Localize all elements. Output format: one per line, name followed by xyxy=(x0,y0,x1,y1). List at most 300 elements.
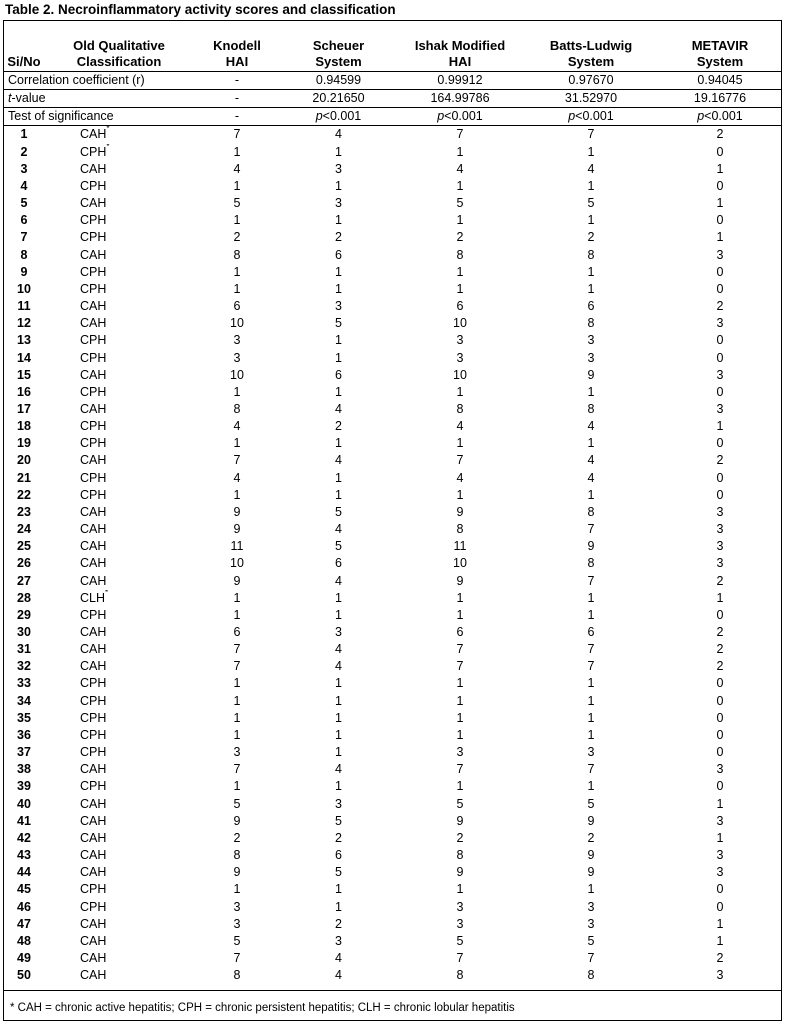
table-row xyxy=(4,161,781,178)
table-row xyxy=(4,796,781,813)
score-cell: 5 xyxy=(587,196,595,211)
table-footnote: * CAH = chronic active hepatitis; CPH = chronic persistent hepatitis; CLH = chronic lobular hepatitis xyxy=(10,1002,515,1014)
score-cell: 2 xyxy=(233,830,241,845)
classification-label: CAH xyxy=(80,247,107,262)
score-cell: 5 xyxy=(335,504,342,519)
p-symbol: p xyxy=(568,109,576,124)
score-cell: 0 xyxy=(716,607,724,622)
score-cell: 3 xyxy=(716,316,724,331)
row-number: 39 xyxy=(17,779,31,794)
score-cell: 5 xyxy=(335,316,342,331)
row-classification xyxy=(44,264,194,281)
table-row xyxy=(4,538,781,555)
score-cell: 3 xyxy=(587,916,595,931)
score-cell: 1 xyxy=(456,607,464,622)
header-old-classification xyxy=(44,21,194,72)
score-cell: 7 xyxy=(587,950,595,965)
score-cell: 4 xyxy=(587,453,595,468)
table-row xyxy=(4,401,781,418)
score-cell: 1 xyxy=(716,590,724,605)
row-classification xyxy=(44,624,194,641)
row-classification xyxy=(44,813,194,830)
score-cell: 4 xyxy=(335,127,342,142)
header-line2: HAI xyxy=(225,53,249,69)
score-cell: 3 xyxy=(233,333,241,348)
score-cell: 3 xyxy=(233,899,241,914)
row-classification xyxy=(44,161,194,178)
score-cell: 1 xyxy=(587,281,595,296)
score-cell: 1 xyxy=(716,161,724,176)
score-cell: 7 xyxy=(233,659,241,674)
stat-value: p<0.001 xyxy=(397,108,523,126)
row-classification xyxy=(44,607,194,624)
score-cell: 1 xyxy=(587,727,595,742)
score-cell: 1 xyxy=(335,693,342,708)
score-cell: 5 xyxy=(233,933,241,948)
score-cell: 7 xyxy=(456,659,464,674)
score-cell: 1 xyxy=(587,882,595,897)
header-ishak xyxy=(397,21,523,72)
table-row xyxy=(4,229,781,246)
score-cell: 3 xyxy=(716,762,724,777)
score-cell: 1 xyxy=(456,693,464,708)
score-cell: 7 xyxy=(587,762,595,777)
score-cell: 0 xyxy=(716,470,724,485)
p-symbol: p xyxy=(697,109,705,124)
score-cell: 1 xyxy=(335,727,342,742)
row-number: 41 xyxy=(17,813,31,828)
table-row xyxy=(4,281,781,298)
score-cell: 11 xyxy=(230,539,244,554)
classification-label: CAH xyxy=(80,968,107,983)
row-classification xyxy=(44,727,194,744)
stat-label: Test of significance xyxy=(4,108,194,126)
score-cell: 4 xyxy=(233,419,241,434)
score-cell: 1 xyxy=(335,745,342,760)
score-cell: 1 xyxy=(335,590,342,605)
score-cell: 1 xyxy=(716,419,724,434)
score-cell: 3 xyxy=(456,333,464,348)
table-row xyxy=(4,967,781,991)
score-cell: 3 xyxy=(456,899,464,914)
row-classification xyxy=(44,212,194,229)
classification-label: CPH xyxy=(80,384,107,399)
table-row xyxy=(4,830,781,847)
score-cell: 0 xyxy=(716,745,724,760)
score-cell: 0 xyxy=(716,693,724,708)
score-cell: 1 xyxy=(456,710,464,725)
table-row xyxy=(4,675,781,692)
score-cell: 6 xyxy=(335,556,342,571)
score-cell: 0 xyxy=(716,264,724,279)
score-cell: 3 xyxy=(587,350,595,365)
classification-label: CPH xyxy=(80,676,107,691)
score-cell: 1 xyxy=(587,676,595,691)
stat-value: 19.16776 xyxy=(659,90,781,108)
row-classification xyxy=(44,538,194,555)
row-classification xyxy=(44,744,194,761)
score-cell: 1 xyxy=(233,882,241,897)
row-classification xyxy=(44,693,194,710)
score-cell: 7 xyxy=(456,950,464,965)
score-cell: 2 xyxy=(716,625,724,639)
score-cell: 1 xyxy=(335,384,342,399)
score-cell: 11 xyxy=(453,539,467,554)
score-cell: 3 xyxy=(716,522,724,537)
score-cell: 3 xyxy=(716,813,724,828)
table-row xyxy=(4,126,781,144)
row-number: 30 xyxy=(17,625,31,639)
score-cell: 1 xyxy=(456,882,464,897)
score-cell: 10 xyxy=(230,316,244,331)
row-number: 31 xyxy=(17,642,31,657)
row-classification xyxy=(44,384,194,401)
row-number: 35 xyxy=(17,710,31,725)
classification-label: CPH xyxy=(80,419,107,434)
row-classification xyxy=(44,418,194,435)
table-row xyxy=(4,864,781,881)
table-row xyxy=(4,693,781,710)
header-knodell xyxy=(194,21,280,72)
score-cell: 1 xyxy=(233,487,241,502)
row-number: 24 xyxy=(17,522,31,537)
score-cell: 1 xyxy=(716,796,724,811)
table-row xyxy=(4,573,781,590)
score-cell: 1 xyxy=(456,178,464,193)
score-cell: 9 xyxy=(233,865,241,880)
row-classification xyxy=(44,126,194,144)
row-number: 38 xyxy=(17,762,31,777)
header-line2: HAI xyxy=(448,53,472,69)
row-number: 11 xyxy=(17,299,31,314)
header-sino xyxy=(4,21,44,72)
row-classification xyxy=(44,916,194,933)
table-row xyxy=(4,899,781,916)
score-cell: 0 xyxy=(716,178,724,193)
score-cell: 9 xyxy=(456,813,464,828)
score-cell: 1 xyxy=(233,590,241,605)
score-cell: 9 xyxy=(587,539,595,554)
classification-label: CAH xyxy=(80,453,107,468)
table-row xyxy=(4,641,781,658)
classification-label: CAH xyxy=(80,367,107,382)
header-sino-line1: Si/No xyxy=(7,53,41,69)
score-cell: 4 xyxy=(456,161,464,176)
score-cell: 1 xyxy=(335,899,342,914)
row-number: 5 xyxy=(20,196,28,211)
classification-label: CAH xyxy=(80,401,107,416)
row-classification xyxy=(44,229,194,246)
score-cell: 9 xyxy=(587,848,595,863)
stat-row-correlation xyxy=(4,72,781,90)
score-cell: 4 xyxy=(335,762,342,777)
score-cell: 1 xyxy=(233,693,241,708)
row-classification xyxy=(44,435,194,452)
row-number: 1 xyxy=(20,127,28,142)
row-number: 15 xyxy=(17,367,31,382)
score-cell: 1 xyxy=(233,144,241,159)
stat-value: 0.99912 xyxy=(397,72,523,90)
score-cell: 9 xyxy=(587,813,595,828)
row-classification xyxy=(44,830,194,847)
table-row xyxy=(4,452,781,469)
score-cell: 1 xyxy=(456,213,464,228)
score-cell: 7 xyxy=(456,127,464,142)
score-cell: 9 xyxy=(456,865,464,880)
score-cell: 2 xyxy=(587,830,595,845)
classification-label: CAH xyxy=(80,762,107,777)
classification-label: CAH xyxy=(80,813,107,828)
scores-table xyxy=(4,21,781,991)
table-row xyxy=(4,761,781,778)
score-cell: 1 xyxy=(335,436,342,451)
row-number: 4 xyxy=(20,178,28,193)
row-number: 32 xyxy=(17,659,31,674)
score-cell: 1 xyxy=(716,933,724,948)
score-cell: 9 xyxy=(456,504,464,519)
row-number: 20 xyxy=(17,453,31,468)
score-cell: 0 xyxy=(716,487,724,502)
stat-value: - xyxy=(194,72,280,90)
row-number: 33 xyxy=(17,676,31,691)
row-classification xyxy=(44,899,194,916)
score-cell: 3 xyxy=(233,916,241,931)
score-cell: 1 xyxy=(335,607,342,622)
score-cell: 7 xyxy=(456,453,464,468)
score-cell: 10 xyxy=(453,556,467,571)
footnote-marker: * xyxy=(106,125,110,134)
score-cell: 6 xyxy=(587,299,595,314)
classification-label: CAH xyxy=(80,539,107,554)
score-cell: 4 xyxy=(280,967,397,991)
score-cell: 2 xyxy=(233,230,241,245)
classification-label: CAH xyxy=(80,642,107,657)
table-row xyxy=(4,418,781,435)
score-cell: 9 xyxy=(587,865,595,880)
stat-row-t-value xyxy=(4,90,781,108)
table-row xyxy=(4,933,781,950)
footnote-marker: * xyxy=(106,143,110,151)
classification-label: CAH xyxy=(80,504,107,519)
score-cell: 1 xyxy=(456,590,464,605)
score-cell: 3 xyxy=(335,196,342,211)
classification-label: CAH xyxy=(80,196,107,211)
table-row xyxy=(4,778,781,795)
classification-label: CAH xyxy=(80,625,107,639)
score-cell: 0 xyxy=(716,676,724,691)
stat-label-text: -value xyxy=(11,91,46,106)
score-cell: 3 xyxy=(716,848,724,863)
classification-label: CPH xyxy=(80,333,107,348)
score-cell: 7 xyxy=(587,522,595,537)
score-cell: 8 xyxy=(194,967,280,991)
score-cell: 1 xyxy=(233,213,241,228)
classification-label: CPH xyxy=(80,693,107,708)
score-cell: 1 xyxy=(335,676,342,691)
score-cell: 1 xyxy=(587,590,595,605)
score-cell: 7 xyxy=(233,642,241,657)
header-line1: Knodell xyxy=(213,38,261,53)
row-number: 28 xyxy=(17,590,31,605)
classification-label: CAH xyxy=(80,659,107,674)
score-cell: 1 xyxy=(233,281,241,296)
row-classification xyxy=(44,710,194,727)
row-number: 13 xyxy=(17,333,31,348)
header-line2: System xyxy=(567,53,615,69)
score-cell: 6 xyxy=(456,299,464,314)
stat-value: p<0.001 xyxy=(523,108,659,126)
score-cell: 0 xyxy=(716,899,724,914)
stat-value: - xyxy=(194,108,280,126)
score-cell: 8 xyxy=(587,316,595,331)
table-row xyxy=(4,144,781,161)
header-line1: Scheuer xyxy=(312,38,365,53)
score-cell: 3 xyxy=(716,367,724,382)
header-line2: System xyxy=(696,53,744,69)
score-cell: 9 xyxy=(233,504,241,519)
score-cell: 8 xyxy=(587,401,595,416)
row-number: 47 xyxy=(17,916,31,931)
row-classification xyxy=(44,281,194,298)
table-row xyxy=(4,212,781,229)
score-cell: 3 xyxy=(335,625,342,639)
stat-value: - xyxy=(194,90,280,108)
score-cell: 6 xyxy=(587,625,595,639)
table-row xyxy=(4,590,781,607)
score-cell: 8 xyxy=(233,247,241,262)
score-cell: 7 xyxy=(233,762,241,777)
score-cell: 1 xyxy=(335,264,342,279)
score-cell: 4 xyxy=(456,470,464,485)
row-number: 40 xyxy=(17,796,31,811)
score-cell: 3 xyxy=(716,539,724,554)
row-number: 43 xyxy=(17,848,31,863)
classification-label: CPH xyxy=(80,882,107,897)
score-cell: 7 xyxy=(587,573,595,588)
score-cell: 7 xyxy=(456,642,464,657)
score-cell: 4 xyxy=(335,401,342,416)
row-number: 9 xyxy=(20,264,28,279)
score-cell: 3 xyxy=(456,916,464,931)
score-cell: 8 xyxy=(397,967,523,991)
row-classification xyxy=(44,367,194,384)
score-cell: 1 xyxy=(587,213,595,228)
row-classification xyxy=(44,504,194,521)
row-number: 42 xyxy=(17,830,31,845)
row-classification xyxy=(44,298,194,315)
classification-label: CPH xyxy=(80,144,107,159)
score-cell: 3 xyxy=(335,299,342,314)
row-classification xyxy=(44,178,194,195)
score-cell: 3 xyxy=(659,967,781,991)
score-cell: 8 xyxy=(456,247,464,262)
score-cell: 10 xyxy=(230,556,244,571)
classification-label: CAH xyxy=(80,299,107,314)
stat-label xyxy=(4,90,194,108)
score-cell: 1 xyxy=(335,333,342,348)
score-cell: 1 xyxy=(587,264,595,279)
table-row xyxy=(4,813,781,830)
stat-value: 164.99786 xyxy=(397,90,523,108)
stat-value: p<0.001 xyxy=(280,108,397,126)
score-cell: 1 xyxy=(335,144,342,159)
classification-label: CAH xyxy=(80,933,107,948)
score-cell: 3 xyxy=(335,161,342,176)
stat-value: 0.97670 xyxy=(523,72,659,90)
row-number: 22 xyxy=(17,487,31,502)
p-symbol: p xyxy=(315,109,323,124)
table-row xyxy=(4,710,781,727)
score-cell: 0 xyxy=(716,710,724,725)
score-cell: 6 xyxy=(335,367,342,382)
score-cell: 0 xyxy=(716,333,724,348)
score-cell: 8 xyxy=(233,848,241,863)
score-cell: 0 xyxy=(716,779,724,794)
row-classification xyxy=(44,933,194,950)
classification-label: CAH xyxy=(80,916,107,931)
classification-label: CAH xyxy=(80,522,107,537)
row-classification xyxy=(44,487,194,504)
score-cell: 3 xyxy=(716,865,724,880)
score-cell: 6 xyxy=(335,848,342,863)
score-cell: 1 xyxy=(456,281,464,296)
score-cell: 2 xyxy=(716,950,724,965)
score-cell: 9 xyxy=(233,522,241,537)
row-classification xyxy=(44,796,194,813)
score-cell: 2 xyxy=(716,127,724,142)
score-cell: 1 xyxy=(233,436,241,451)
score-cell: 3 xyxy=(716,556,724,571)
score-cell: 1 xyxy=(335,487,342,502)
table-row xyxy=(4,658,781,675)
classification-label: CPH xyxy=(80,779,107,794)
classification-label: CLH xyxy=(80,590,106,605)
header-scheuer xyxy=(280,21,397,72)
score-cell: 1 xyxy=(233,676,241,691)
score-cell: 2 xyxy=(335,230,342,245)
score-cell: 2 xyxy=(335,916,342,931)
score-cell: 8 xyxy=(233,401,241,416)
score-cell: 1 xyxy=(716,230,724,245)
table-caption: Table 2. Necroinflammatory activity scores and classification xyxy=(5,2,396,17)
score-cell: 1 xyxy=(233,384,241,399)
score-cell: 5 xyxy=(233,796,241,811)
score-cell: 7 xyxy=(233,950,241,965)
classification-label: CPH xyxy=(80,281,107,296)
row-classification xyxy=(44,315,194,332)
table-row xyxy=(4,504,781,521)
table-row xyxy=(4,521,781,538)
row-number: 8 xyxy=(20,247,28,262)
classification-label: CPH xyxy=(80,899,107,914)
score-cell: 6 xyxy=(335,247,342,262)
score-cell: 1 xyxy=(716,830,724,845)
row-classification xyxy=(44,144,194,161)
score-cell: 4 xyxy=(335,950,342,965)
classification-label: CAH xyxy=(80,848,107,863)
score-cell: 1 xyxy=(587,144,595,159)
table-row xyxy=(4,487,781,504)
score-cell: 0 xyxy=(716,882,724,897)
score-cell: 0 xyxy=(716,384,724,399)
table-row xyxy=(4,744,781,761)
row-number: 3 xyxy=(20,161,28,176)
row-number: 12 xyxy=(17,316,31,331)
score-cell: 3 xyxy=(456,745,464,760)
score-cell: 3 xyxy=(587,899,595,914)
score-cell: 1 xyxy=(233,264,241,279)
score-cell: 0 xyxy=(716,436,724,451)
